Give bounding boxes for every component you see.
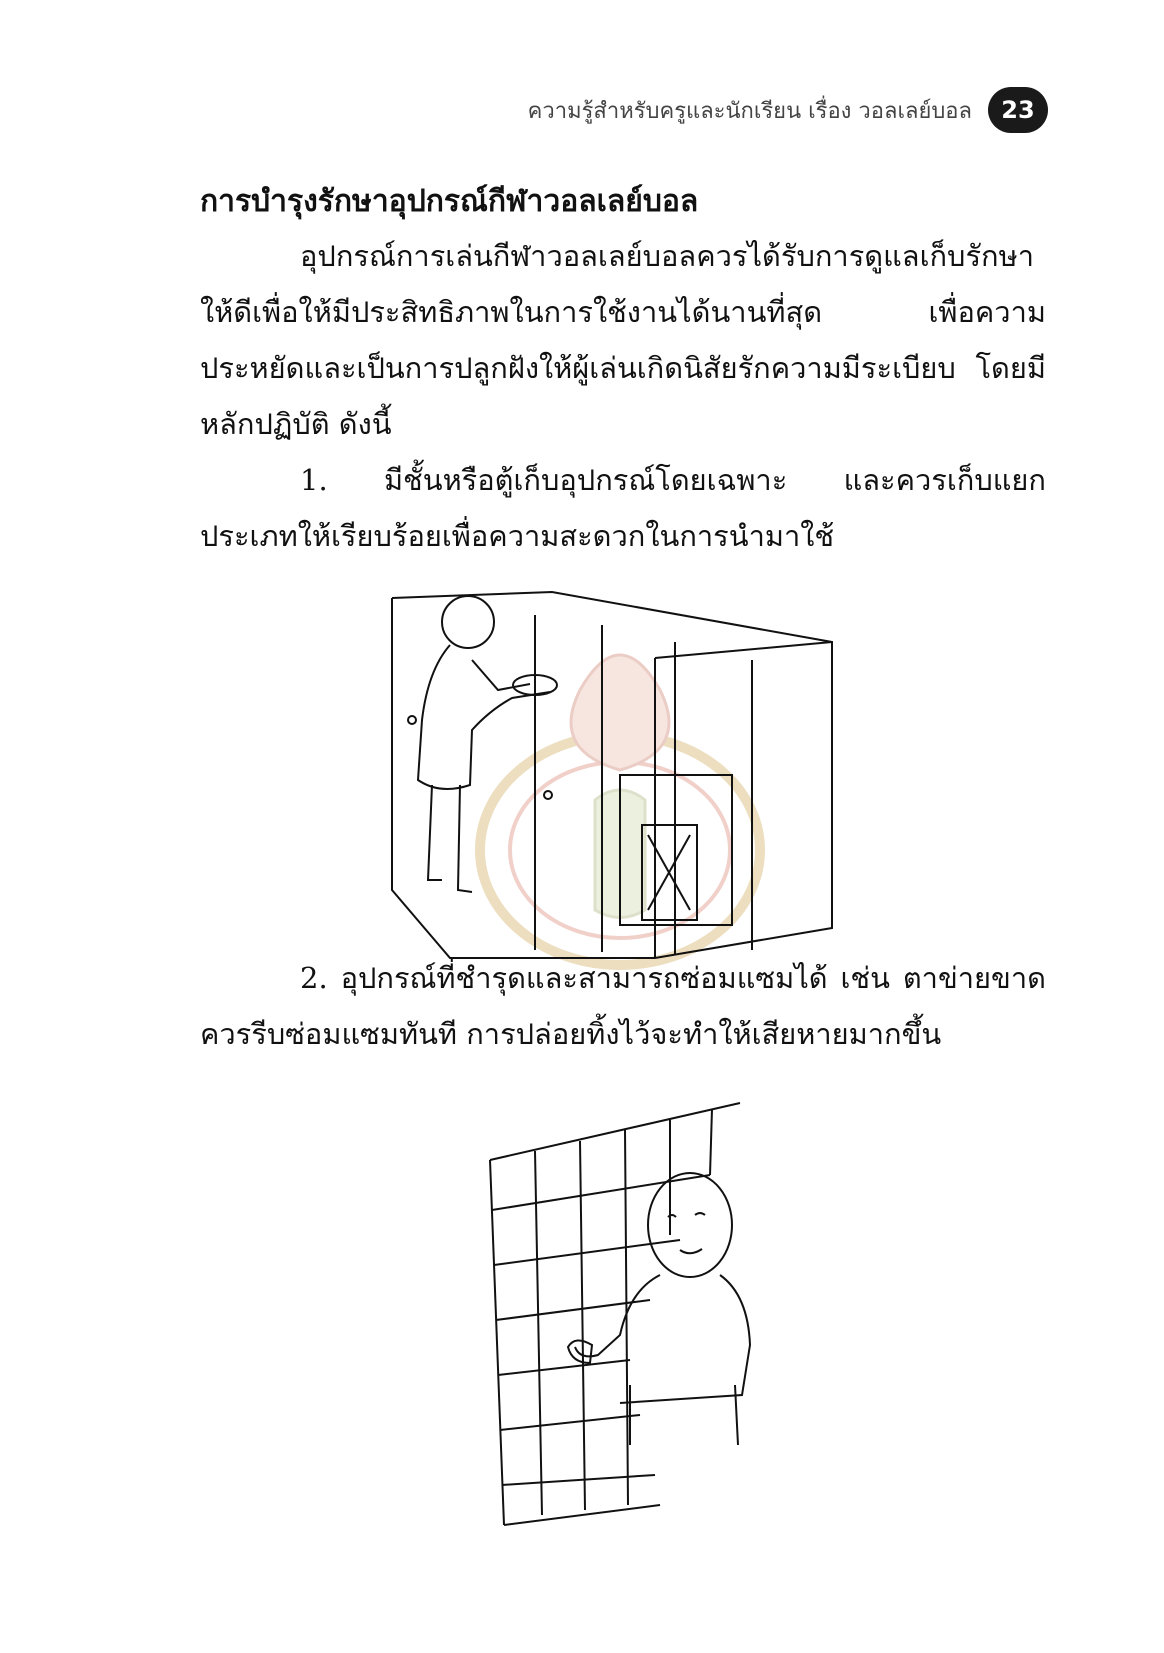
list-item-2: 2. อุปกรณ์ที่ชำรุดและสามารถซ่อมแซมได้ เช่น ตาข่ายขาดควรรีบซ่อมแซมทันที การปล่อยทิ้งไว้จะทำให้เสียหายมากขึ้น — [200, 961, 1046, 1051]
student-net-repair-illustration — [480, 1085, 780, 1530]
page-number: 23 — [988, 87, 1048, 133]
running-header — [528, 86, 1048, 134]
list-item-1: 1. มีชั้นหรือตู้เก็บอุปกรณ์โดยเฉพาะ และควรเก็บแยกประเภทให้เรียบร้อยเพื่อความสะดวกในการนำมาใช้ — [200, 463, 1046, 553]
intro-paragraph: อุปกรณ์การเล่นกีฬาวอลเลย์บอลควรได้รับการดูแลเก็บรักษาให้ดีเพื่อให้มีประสิทธิภาพในการใช้งานได้นานที่สุด เพื่อความประหยัดและเป็นการปลูกฝังให้ผู้เล่นเกิดนิสัยรักความมีระเบียบ โดยมีหลักปฏิบัติ ดังนี้ — [200, 239, 1046, 441]
section-heading: การบำรุงรักษาอุปกรณ์กีฬาวอลเลย์บอล — [200, 184, 699, 219]
header-title: ความรู้สำหรับครูและนักเรียน เรื่อง วอลเลย์บอล — [527, 98, 972, 124]
student-cabinet-illustration — [380, 580, 860, 975]
